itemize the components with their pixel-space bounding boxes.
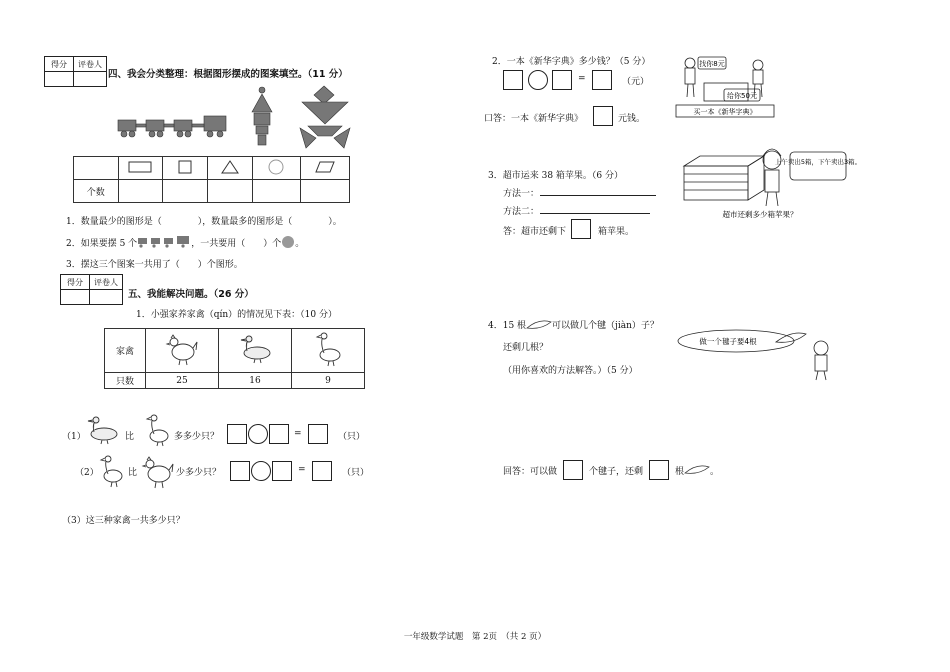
grader-cell[interactable] [74, 72, 107, 87]
q3-answer-box[interactable] [571, 219, 591, 239]
triangle-icon [207, 157, 252, 180]
q4-answer [503, 460, 719, 480]
goose-icon [292, 329, 365, 373]
rectangle-icon [118, 157, 163, 180]
circle-icon [252, 157, 301, 180]
score-table [44, 56, 107, 87]
q3-method1-label: 方法一： [503, 189, 540, 199]
section4-title: 四、我会分类整理：根据图形摆成的图案填空。（11 分） [108, 69, 348, 80]
sub1-bi: 比 [125, 432, 135, 442]
q3-method1-line[interactable] [540, 195, 656, 196]
goose-icon-2 [145, 413, 171, 447]
q2-result-box[interactable] [592, 70, 612, 90]
count-parallelogram[interactable] [301, 180, 350, 203]
bubble-change: 找你8元 [699, 60, 725, 68]
cartoon3-bubble: 做一个毽子要4根 [699, 337, 757, 346]
chicken-count: 25 [146, 373, 219, 389]
sub1-answer-box-2[interactable] [269, 424, 289, 444]
q4-answer-box-2[interactable] [649, 460, 669, 480]
parallelogram-icon [301, 157, 350, 180]
sub1-ask: 多多少只？ [174, 432, 220, 442]
count-rect[interactable] [118, 180, 163, 203]
train-icon [137, 236, 191, 248]
q2-box-1[interactable] [503, 70, 523, 90]
score-header-2: 得分 [61, 275, 90, 290]
section4-q3: 3．摆这三个图案一共用了（ ）个图形。 [66, 260, 243, 270]
q2-text-b: ，一共要用（ ）个 [191, 238, 282, 249]
grader-header: 评卷人 [74, 57, 107, 72]
shape-count-table [73, 156, 350, 203]
q2-answer-a: 口答：一本《新华字典》 [484, 114, 584, 124]
q4-answer-b: 个毽子，还剩 [589, 466, 644, 477]
q2-equals: = [578, 74, 586, 84]
sub1-answer-box-1[interactable] [227, 424, 247, 444]
train-figure [118, 116, 226, 137]
grader-header-2: 评卷人 [90, 275, 123, 290]
apple-boxes-cartoon [680, 140, 862, 222]
score-header: 得分 [45, 57, 74, 72]
poultry-table [104, 328, 365, 389]
section5-title: 五、我能解决问题。（26 分） [128, 289, 254, 300]
score-cell[interactable] [45, 72, 74, 87]
cartoon1-caption: 买一本《新华字典》 [693, 108, 757, 116]
sub1-unit: （只） [338, 432, 366, 442]
q4-answer-box-1[interactable] [563, 460, 583, 480]
sub2-equals: = [298, 465, 306, 475]
tower-figure [252, 87, 272, 145]
sub3-question: （3）这三种家禽一共多少只？ [62, 516, 185, 526]
sub1-result-box[interactable] [308, 424, 328, 444]
q2-answer-box[interactable] [593, 106, 613, 126]
q4-answer-d: 。 [710, 466, 720, 477]
q4-answer-c: 根 [675, 466, 685, 477]
count-square[interactable] [163, 180, 208, 203]
cartoon2-bubble: 上午卖出5箱，下午卖出3箱。 [774, 158, 862, 166]
score-table-2 [60, 274, 123, 305]
poultry-label: 家禽 [105, 329, 146, 373]
q2-text-c: 。 [295, 238, 305, 249]
section4-q1: 1．数量最少的图形是（ ），数量最多的图形是（ ）。 [66, 217, 342, 227]
q2-box-2[interactable] [552, 70, 572, 90]
sub2-number: （2） [75, 468, 99, 478]
chicken-icon [146, 329, 219, 373]
bubble-pay: 给你50元 [727, 92, 757, 100]
feather-icon-2 [684, 465, 710, 475]
chicken-icon-2 [141, 454, 175, 490]
sub2-unit: （只） [342, 468, 370, 478]
goose-icon-3 [100, 454, 124, 488]
q4-line2: 还剩几根？ [503, 343, 549, 353]
sub1-number: （1） [62, 432, 86, 442]
q3-answer-a: 答：超市还剩下 [503, 227, 567, 237]
grader-cell-2[interactable] [90, 290, 123, 305]
section4-q2 [66, 235, 304, 249]
q4-title-a: 4．15 根 [488, 321, 527, 331]
sub2-operator-circle[interactable] [251, 461, 271, 481]
sub1-operator-circle[interactable] [248, 424, 268, 444]
count-triangle[interactable] [207, 180, 252, 203]
pattern-figures [112, 86, 352, 150]
feather-icon [526, 320, 552, 330]
q2-answer-b: 元钱。 [618, 114, 646, 124]
q2-operator-circle[interactable] [528, 70, 548, 90]
duck-count: 16 [219, 373, 292, 389]
sub2-bi: 比 [128, 468, 138, 478]
q4-title-b: 可以做几个毽（jiàn）子？ [552, 321, 659, 331]
q2-title: 2．一本《新华字典》多少钱？（5 分） [492, 57, 651, 67]
count-label: 个数 [74, 180, 119, 203]
count-row-label: 只数 [105, 373, 146, 389]
score-cell-2[interactable] [61, 290, 90, 305]
circle-grey-icon [281, 235, 295, 249]
q4-title [488, 318, 659, 331]
sub2-ask: 少多少只？ [176, 468, 222, 478]
q3-method2-label: 方法二： [503, 207, 540, 217]
q3-title: 3．超市运来 38 箱苹果。（6 分） [488, 171, 623, 181]
q4-line3: （用你喜欢的方法解答。）（5 分） [503, 366, 638, 376]
q2-text-a: 2．如果要摆 5 个 [66, 238, 138, 249]
q4-answer-a: 回答：可以做 [503, 466, 558, 477]
sub2-result-box[interactable] [312, 461, 332, 481]
duck-icon [219, 329, 292, 373]
q2-unit: （元） [622, 77, 650, 87]
shuttlecock-cartoon [676, 326, 842, 382]
square-icon [163, 157, 208, 180]
goose-count: 9 [292, 373, 365, 389]
page-footer: 一年级数学试题 第 2页 （共 2 页） [403, 632, 547, 642]
count-circle[interactable] [252, 180, 301, 203]
q3-method2-line[interactable] [540, 213, 650, 214]
section5-q1: 1．小强家养家禽（qín）的情况见下表：（10 分） [136, 310, 337, 320]
bookstore-cartoon [676, 53, 776, 119]
person-figure [300, 86, 350, 148]
cartoon2-caption: 超市还剩多少箱苹果？ [722, 210, 798, 219]
q3-answer-b: 箱苹果。 [598, 227, 635, 237]
duck-icon-2 [84, 414, 120, 446]
sub2-answer-box-1[interactable] [230, 461, 250, 481]
sub2-answer-box-2[interactable] [272, 461, 292, 481]
sub1-equals: = [294, 429, 302, 439]
